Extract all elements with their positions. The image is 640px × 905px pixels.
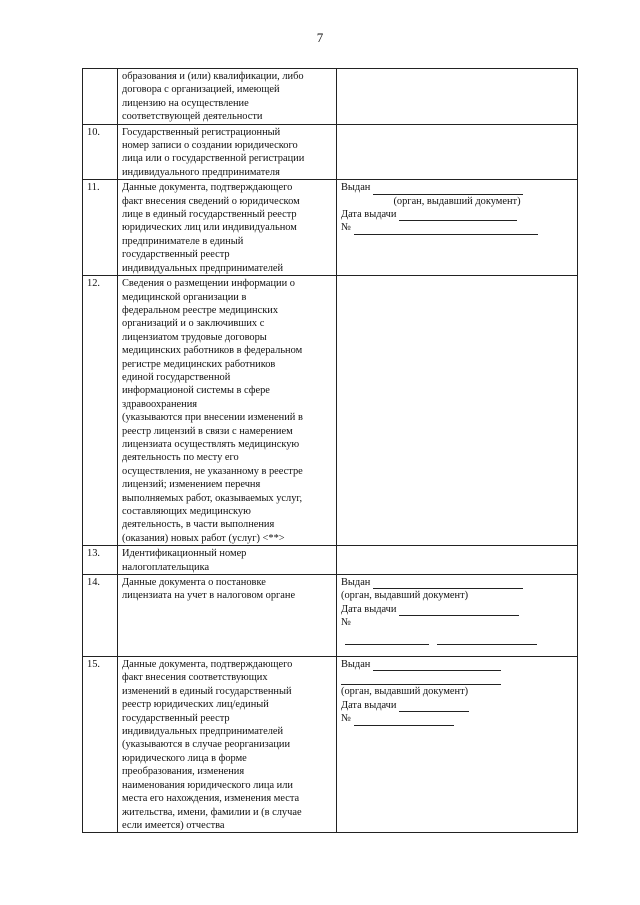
row-description: Данные документа о постановке лицензиата на учет в налоговом органе bbox=[118, 575, 337, 657]
taxpayer-id-field[interactable] bbox=[337, 546, 578, 575]
issued-label: Выдан bbox=[341, 577, 371, 589]
row-description: Сведения о размещении информации о медицинской организации в федеральном реестре медицинских организаций и о заключивших с лицензиатом трудовые договоры медицинских работников в федеральном регистре медицинских работников единой государственной информационой системы в сфере здравоохранения (указываются при внесении изменений в реестр лицензий в связи с намерением лицензиата осуществлять медицинскую деятельность по месту его осуществления, не указанному в реестре лицензий; изменением перечня выполняемых работ, оказываемых услуг, составляющих медицинскую деятельность, в части выполнения (оказания) новых работ (услуг) <**> bbox=[118, 276, 337, 546]
row-number bbox=[83, 69, 118, 125]
row-number: 11. bbox=[83, 180, 118, 276]
number-label: № bbox=[341, 713, 351, 725]
document-number-field[interactable] bbox=[354, 224, 538, 235]
application-form-table bbox=[82, 68, 578, 833]
issuer-hint: (орган, выдавший документ) bbox=[393, 195, 521, 207]
document-fields bbox=[337, 657, 578, 833]
row-number: 12. bbox=[83, 276, 118, 546]
table-row-15 bbox=[83, 657, 578, 833]
table-row-14 bbox=[83, 575, 578, 657]
issued-by-field[interactable] bbox=[373, 578, 523, 589]
row-number: 15. bbox=[83, 657, 118, 833]
document-number-field[interactable] bbox=[345, 634, 429, 645]
table-row-13 bbox=[83, 546, 578, 575]
date-label: Дата выдачи bbox=[341, 603, 397, 615]
table-row-10 bbox=[83, 124, 578, 180]
issue-date-field[interactable] bbox=[399, 605, 519, 616]
row-description: Данные документа, подтверждающего факт внесения соответствующих изменений в единый государственный реестр юридических лиц/единый государственный реестр индивидуальных предпринимателей (указываются в случае реорганизации юридического лица в форме преобразования, изменения наименования юридического лица или места его нахождения, изменения места жительства, имени, фамилии и (в случае если имеется) отчества bbox=[118, 657, 337, 833]
row-number: 13. bbox=[83, 546, 118, 575]
table-row-11 bbox=[83, 180, 578, 276]
issuer-hint: (орган, выдавший документ) bbox=[341, 590, 469, 602]
page-number: 7 bbox=[316, 30, 324, 45]
document-fields bbox=[337, 180, 578, 276]
table-row-12 bbox=[83, 276, 578, 546]
issued-label: Выдан bbox=[341, 659, 371, 671]
issued-by-field-continued[interactable] bbox=[341, 674, 501, 685]
document-number-field[interactable] bbox=[354, 715, 454, 726]
date-label: Дата выдачи bbox=[341, 209, 397, 221]
issue-date-field[interactable] bbox=[399, 701, 469, 712]
row-value-cell[interactable] bbox=[337, 69, 578, 125]
date-label: Дата выдачи bbox=[341, 699, 397, 711]
document-number-field-2[interactable] bbox=[437, 634, 537, 645]
issued-label: Выдан bbox=[341, 182, 371, 194]
medical-registry-info-field[interactable] bbox=[337, 276, 578, 546]
issued-by-field[interactable] bbox=[373, 184, 523, 195]
number-label: № bbox=[341, 222, 351, 234]
row-number: 10. bbox=[83, 124, 118, 180]
document-fields bbox=[337, 575, 578, 657]
table-row-continuation bbox=[83, 69, 578, 125]
row-description: Государственный регистрационный номер записи о создании юридического лица или о государственной регистрации индивидуального предпринимателя bbox=[118, 124, 337, 180]
issuer-hint: (орган, выдавший документ) bbox=[341, 686, 469, 698]
issue-date-field[interactable] bbox=[399, 210, 517, 221]
issued-by-field[interactable] bbox=[373, 660, 501, 671]
row-description: Идентификационный номер налогоплательщика bbox=[118, 546, 337, 575]
row-number: 14. bbox=[83, 575, 118, 657]
row-description: образования и (или) квалификации, либо договора с организацией, имеющей лицензию на осуществление соответствующей деятельности bbox=[118, 69, 337, 125]
registration-number-field[interactable] bbox=[337, 124, 578, 180]
number-label: № bbox=[341, 617, 351, 629]
row-description: Данные документа, подтверждающего факт внесения сведений о юридическом лице в единый государственный реестр юридических лиц или индивидуальном предпринимателе в единый государственный реестр индивидуальных предпринимателей bbox=[118, 180, 337, 276]
